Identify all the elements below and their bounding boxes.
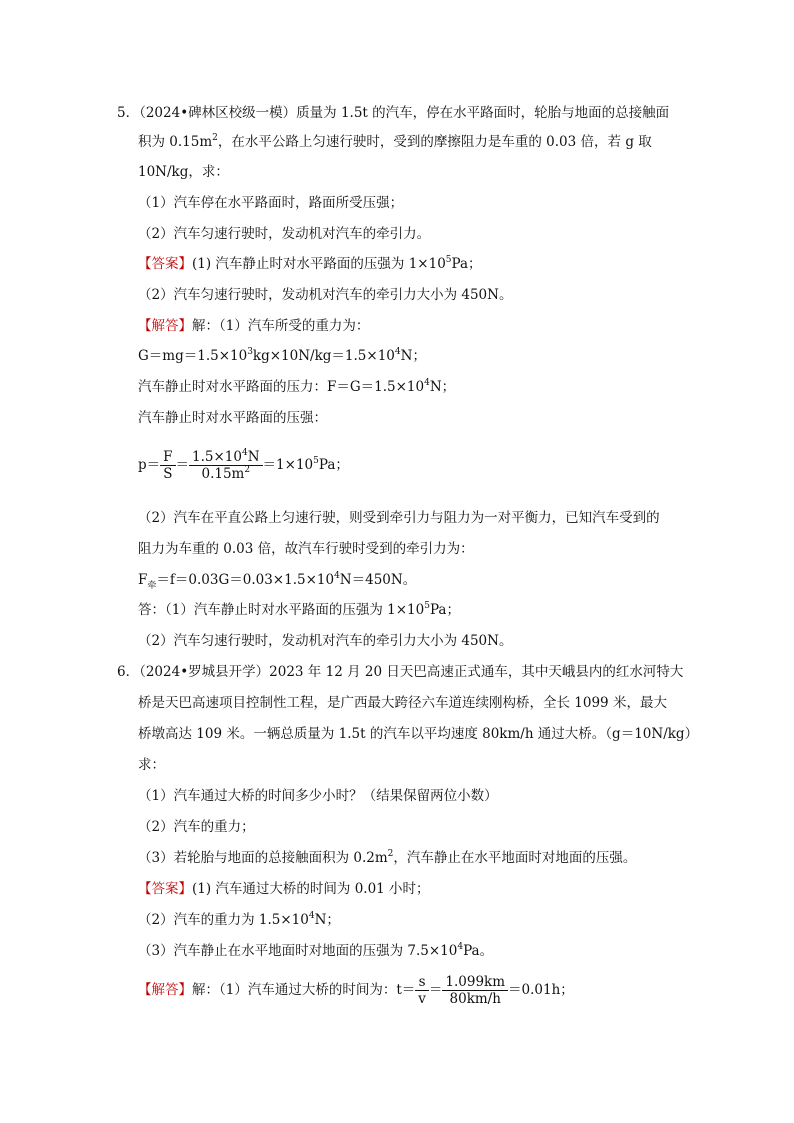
q5-solution-line-6: 阻力为车重的 0.03 倍，故汽车行驶时受到的牵引力为： xyxy=(138,541,474,557)
fraction-s-over-v: $\frac{s}{v}$ xyxy=(415,974,429,1007)
q5-number: 5． xyxy=(117,105,140,121)
q6-answer-line-2: （2）汽车的重力为 $1.5\times 10^4N$； xyxy=(138,911,340,928)
fraction-f-over-s: $\frac{F}{S}$ xyxy=(160,449,175,482)
q5-solution-line-1: 【解答】解：（1）汽车所受的重力为： xyxy=(138,318,370,334)
q6-subquestion-3: （3）若轮胎与地面的总接触面积为 $0.2m^2$，汽车静止在水平地面时对地面的压强。 xyxy=(138,849,637,866)
q6-line-2: 桥是天巴高速项目控制性工程，是广西最大跨径六车道连续刚构桥，全长 1099 米，最大 xyxy=(138,695,667,711)
q5-subquestion-2: （2）汽车匀速行驶时，发动机对汽车的牵引力。 xyxy=(138,226,431,242)
q6-number: 6． xyxy=(117,664,140,680)
fraction-distance-over-speed: $\frac{1.099km}{80km/h}$ xyxy=(442,974,508,1007)
q6-solution-line-1: 【解答】解：（1）汽车通过大桥的时间为：t＝ $\frac{s}{v}$ ＝ $\frac{1.099km}{80km/h}$ ＝0.01h； xyxy=(138,974,574,1007)
q6-answer-line-1: 【答案】(1) 汽车通过大桥的时间为 0.01 小时； xyxy=(138,881,430,897)
q5-line-1: 5．（2024•碑林区校级一模）质量为 1.5t 的汽车，停在水平路面时，轮胎与地面的总接触面 xyxy=(117,105,670,121)
q5-pressure-formula: p＝ $\frac{F}{S}$ ＝ $\frac{1.5\times 10^4N}{0.15m^2}$ $=1\times 10^5Pa$； xyxy=(138,448,349,482)
q5-solution-line-3: 汽车静止时对水平路面的压力：$F=G=1.5\times 10^4N$； xyxy=(138,378,456,395)
q6-answer-tag: 【答案】 xyxy=(138,881,192,897)
q6-subquestion-2: （2）汽车的重力； xyxy=(138,819,255,835)
q5-solution-line-7: $F_牵=f=0.03G=0.03\times 1.5\times 10^4N=450N$。 xyxy=(138,571,417,591)
q5-answer-tag: 【答案】 xyxy=(138,256,192,272)
q5-answer-line-2: （2）汽车匀速行驶时，发动机对汽车的牵引力大小为 450N。 xyxy=(138,287,513,303)
q5-solution-line-5: （2）汽车在平直公路上匀速行驶，则受到牵引力与阻力为一对平衡力，已知汽车受到的 xyxy=(138,510,660,526)
q5-solution-line-2: $G=mg=1.5\times 10^3kg\times 10N/kg=1.5\times 10^4N$； xyxy=(138,347,426,364)
q6-answer-line-3: （3）汽车静止在水平地面时对地面的压强为 $7.5\times 10^4Pa$。 xyxy=(138,942,494,959)
q5-final-answer-line-1: 答：（1）汽车静止时对水平路面的压强为 $1\times 10^5Pa$； xyxy=(138,601,460,618)
q5-subquestion-1: （1）汽车停在水平路面时，路面所受压强； xyxy=(138,195,404,211)
q6-line-3: 桥墩高达 109 米。一辆总质量为 1.5t 的汽车以平均速度 80km/h 通过大桥。（g＝10N/kg） xyxy=(138,726,699,742)
q5-line-2: 积为 $0.15m^2$，在水平公路上匀速行驶时，受到的摩擦阻力是车重的 0.03 倍，若 g 取 xyxy=(138,133,652,150)
q5-final-answer-line-2: （2）汽车匀速行驶时，发动机对汽车的牵引力大小为 450N。 xyxy=(138,633,513,649)
fraction-force-over-area: $\frac{1.5\times 10^4N}{0.15m^2}$ xyxy=(189,449,263,482)
q5-line-3: 10N/kg，求： xyxy=(138,164,229,180)
q6-subquestion-1: （1）汽车通过大桥的时间多少小时？（结果保留两位小数） xyxy=(138,788,498,804)
q5-solution-line-4: 汽车静止时对水平路面的压强： xyxy=(138,410,327,426)
q6-solution-tag: 【解答】 xyxy=(138,982,192,998)
q5-solution-tag: 【解答】 xyxy=(138,318,192,334)
q6-line-4: 求： xyxy=(138,757,165,773)
q5-answer-line-1: 【答案】(1) 汽车静止时对水平路面的压强为 $1\times 10^5Pa$； xyxy=(138,255,482,272)
q6-line-1: 6．（2024•罗城县开学）2023 年 12 月 20 日天巴高速正式通车，其中天峨县内的红水河特大 xyxy=(117,664,684,680)
